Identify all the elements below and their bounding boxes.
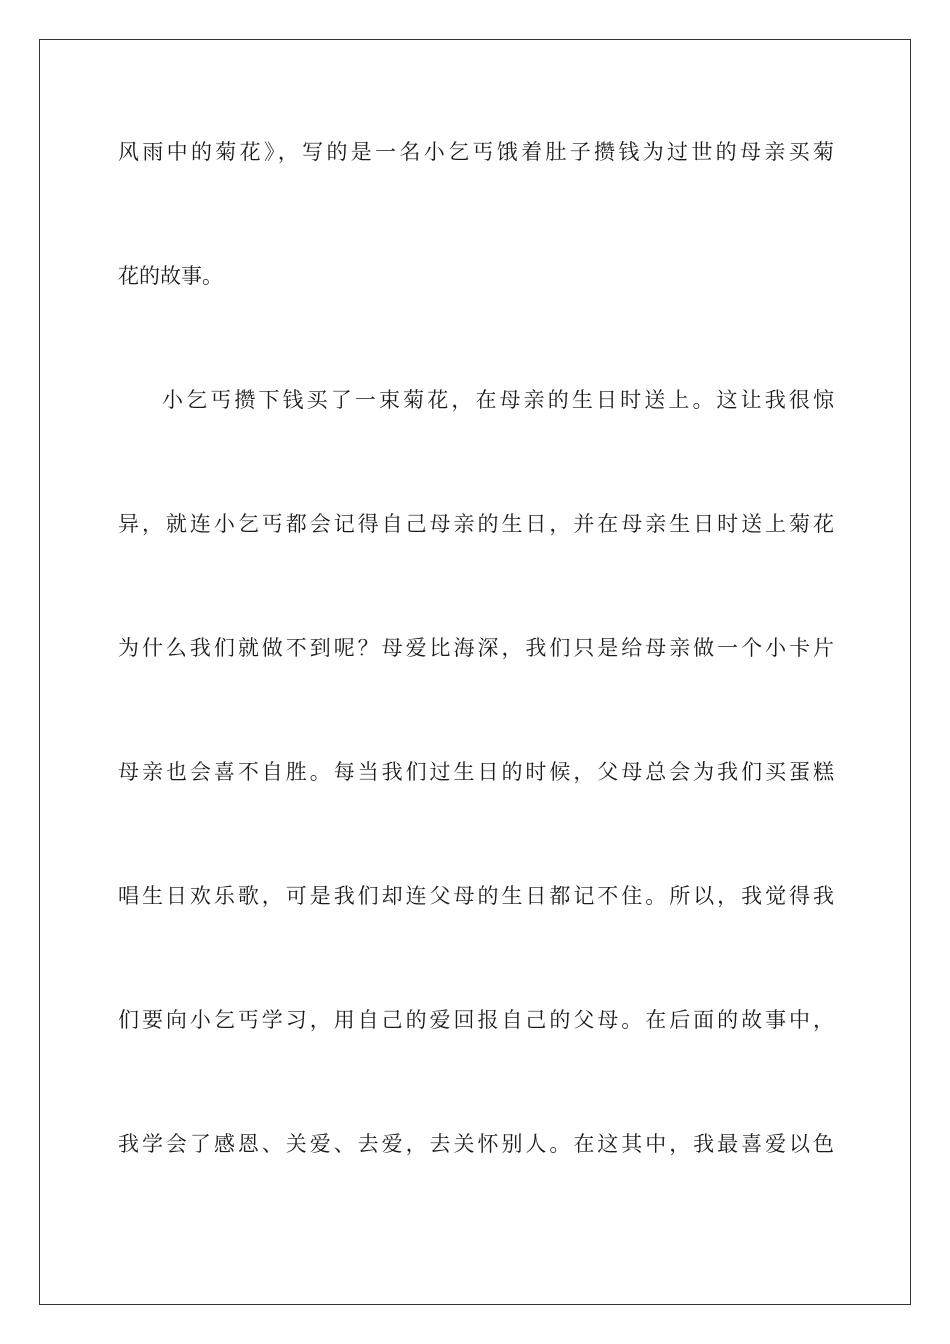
text-line-6: 母亲也会喜不自胜。每当我们过生日的时候，父母总会为我们买蛋糕 [118, 760, 834, 784]
page-border [39, 39, 911, 1305]
text-line-5: 为什么我们就做不到呢？母爱比海深，我们只是给母亲做一个小卡片 [118, 636, 834, 660]
text-line-7: 唱生日欢乐歌，可是我们却连父母的生日都记不住。所以，我觉得我 [118, 884, 834, 908]
text-line-9: 我学会了感恩、关爱、去爱，去关怀别人。在这其中，我最喜爱以色 [118, 1132, 834, 1156]
text-line-4: 异，就连小乞丐都会记得自己母亲的生日，并在母亲生日时送上菊花 [118, 512, 834, 536]
text-line-2: 花的故事。 [118, 264, 223, 288]
text-line-3: 小乞丐攒下钱买了一束菊花，在母亲的生日时送上。这让我很惊 [162, 388, 834, 412]
text-line-8: 们要向小乞丐学习，用自己的爱回报自己的父母。在后面的故事中， [118, 1008, 834, 1032]
text-line-1: 风雨中的菊花》，写的是一名小乞丐饿着肚子攒钱为过世的母亲买菊 [118, 140, 834, 164]
